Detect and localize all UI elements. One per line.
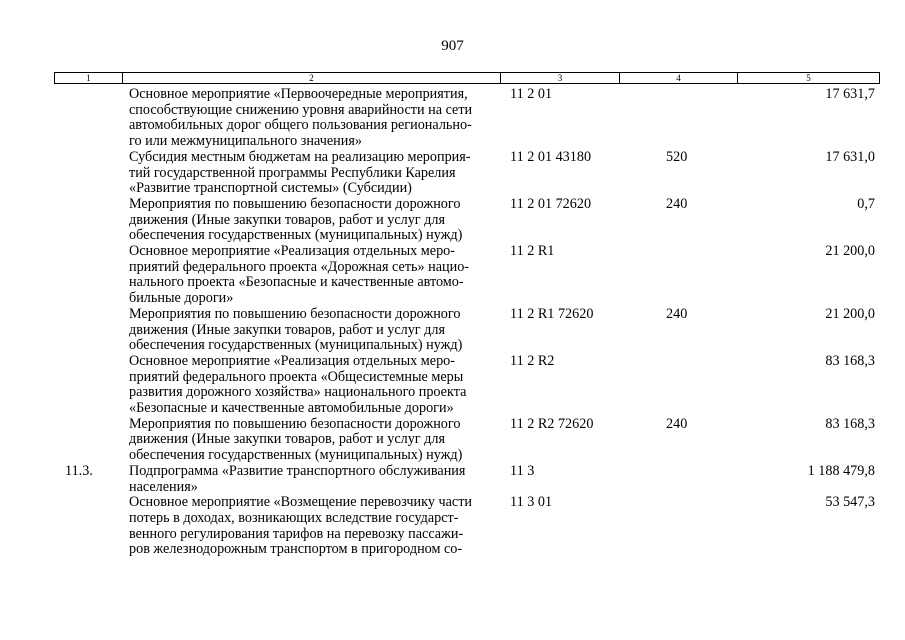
table-header <box>54 72 880 84</box>
description-line: обеспечения государственных (муниципальных) нужд) <box>129 337 463 354</box>
description-line: бильные дороги» <box>129 290 234 307</box>
header-col-5: 5 <box>806 73 811 83</box>
row-description <box>129 495 501 558</box>
table-row <box>54 495 880 558</box>
row-description <box>129 464 501 495</box>
row-amount: 21 200,0 <box>825 243 875 260</box>
description-line: развития дорожного хозяйства» национального проекта <box>129 384 467 401</box>
description-line: обеспечения государственных (муниципальных) нужд) <box>129 227 463 244</box>
table-row <box>54 244 880 307</box>
description-line: Подпрограмма «Развитие транспортного обслуживания <box>129 462 466 479</box>
row-code: 11 3 01 <box>510 494 553 511</box>
description-line: Мероприятия по повышению безопасности дорожного <box>129 305 461 322</box>
table-row <box>54 150 880 197</box>
row-description <box>129 354 501 417</box>
description-line: населения» <box>129 478 198 495</box>
row-code: 11 3 <box>510 462 535 479</box>
page-number: 907 <box>441 38 464 54</box>
table-row <box>54 354 880 417</box>
row-code: 11 2 01 43180 <box>510 148 592 165</box>
description-line: Мероприятия по повышению безопасности дорожного <box>129 195 461 212</box>
row-amount: 83 168,3 <box>825 415 875 432</box>
table-row <box>54 464 880 495</box>
description-line: «Развитие транспортной системы» (Субсидии) <box>129 180 412 197</box>
header-col-2: 2 <box>123 73 501 83</box>
row-expense-type: 240 <box>666 415 688 432</box>
row-description <box>129 150 501 197</box>
description-line: приятий федерального проекта «Общесистемные меры <box>129 368 464 385</box>
description-line: движения (Иные закупки товаров, работ и услуг для <box>129 431 445 448</box>
row-description <box>129 417 501 464</box>
description-line: Мероприятия по повышению безопасности дорожного <box>129 415 461 432</box>
description-line: тий государственной программы Республики Карелия <box>129 164 456 181</box>
table-row <box>54 307 880 354</box>
description-line: Субсидия местным бюджетам на реализацию мероприя- <box>129 148 471 165</box>
row-amount: 1 188 479,8 <box>807 462 875 479</box>
table-row <box>54 197 880 244</box>
row-description <box>129 307 501 354</box>
description-line: венного регулирования тарифов на перевозку пассажи- <box>129 525 464 542</box>
row-code: 11 2 01 <box>510 86 553 102</box>
row-code: 11 2 R2 <box>510 352 555 369</box>
description-line: Основное мероприятие «Возмещение перевозчику части <box>129 494 472 511</box>
table-row <box>54 87 880 150</box>
description-line: способствующие снижению уровня аварийности на сети <box>129 101 473 118</box>
row-amount: 53 547,3 <box>825 494 875 511</box>
row-description <box>129 197 501 244</box>
header-col-3: 3 <box>501 73 620 83</box>
description-line: автомобильных дорог общего пользования регионально- <box>129 117 472 134</box>
row-amount: 17 631,7 <box>825 86 875 102</box>
description-line: го или межмуниципального значения» <box>129 133 362 150</box>
row-expense-type: 240 <box>666 195 688 212</box>
row-description <box>129 244 501 307</box>
table-body <box>54 87 880 558</box>
table-row <box>54 417 880 464</box>
description-line: «Безопасные и качественные автомобильные дороги» <box>129 400 454 417</box>
row-code: 11 2 R1 72620 <box>510 305 594 322</box>
row-expense-type: 240 <box>666 305 688 322</box>
description-line: Основное мероприятие «Реализация отдельных меро- <box>129 352 455 369</box>
description-line: Основное мероприятие «Первоочередные мероприятия, <box>129 86 468 102</box>
description-line: обеспечения государственных (муниципальных) нужд) <box>129 447 463 464</box>
description-line: приятий федерального проекта «Дорожная сеть» нацио- <box>129 258 470 275</box>
row-amount: 21 200,0 <box>825 305 875 322</box>
row-code: 11 2 R1 <box>510 243 555 260</box>
header-col-1: 1 <box>55 73 123 83</box>
row-amount: 83 168,3 <box>825 352 875 369</box>
row-amount: 0,7 <box>857 195 875 212</box>
row-code: 11 2 01 72620 <box>510 195 592 212</box>
header-col-4: 4 <box>620 73 738 83</box>
description-line: нального проекта «Безопасные и качественные автомо- <box>129 274 464 291</box>
row-amount: 17 631,0 <box>825 148 875 165</box>
row-description <box>129 87 501 150</box>
description-line: ров железнодорожным транспортом в пригородном со- <box>129 541 463 558</box>
description-line: Основное мероприятие «Реализация отдельных меро- <box>129 243 455 260</box>
description-line: потерь в доходах, возникающих вследствие государст- <box>129 509 459 526</box>
row-expense-type: 520 <box>666 148 688 165</box>
description-line: движения (Иные закупки товаров, работ и услуг для <box>129 211 445 228</box>
row-code: 11 2 R2 72620 <box>510 415 594 432</box>
description-line: движения (Иные закупки товаров, работ и услуг для <box>129 321 445 338</box>
row-number: 11.3. <box>65 462 93 479</box>
